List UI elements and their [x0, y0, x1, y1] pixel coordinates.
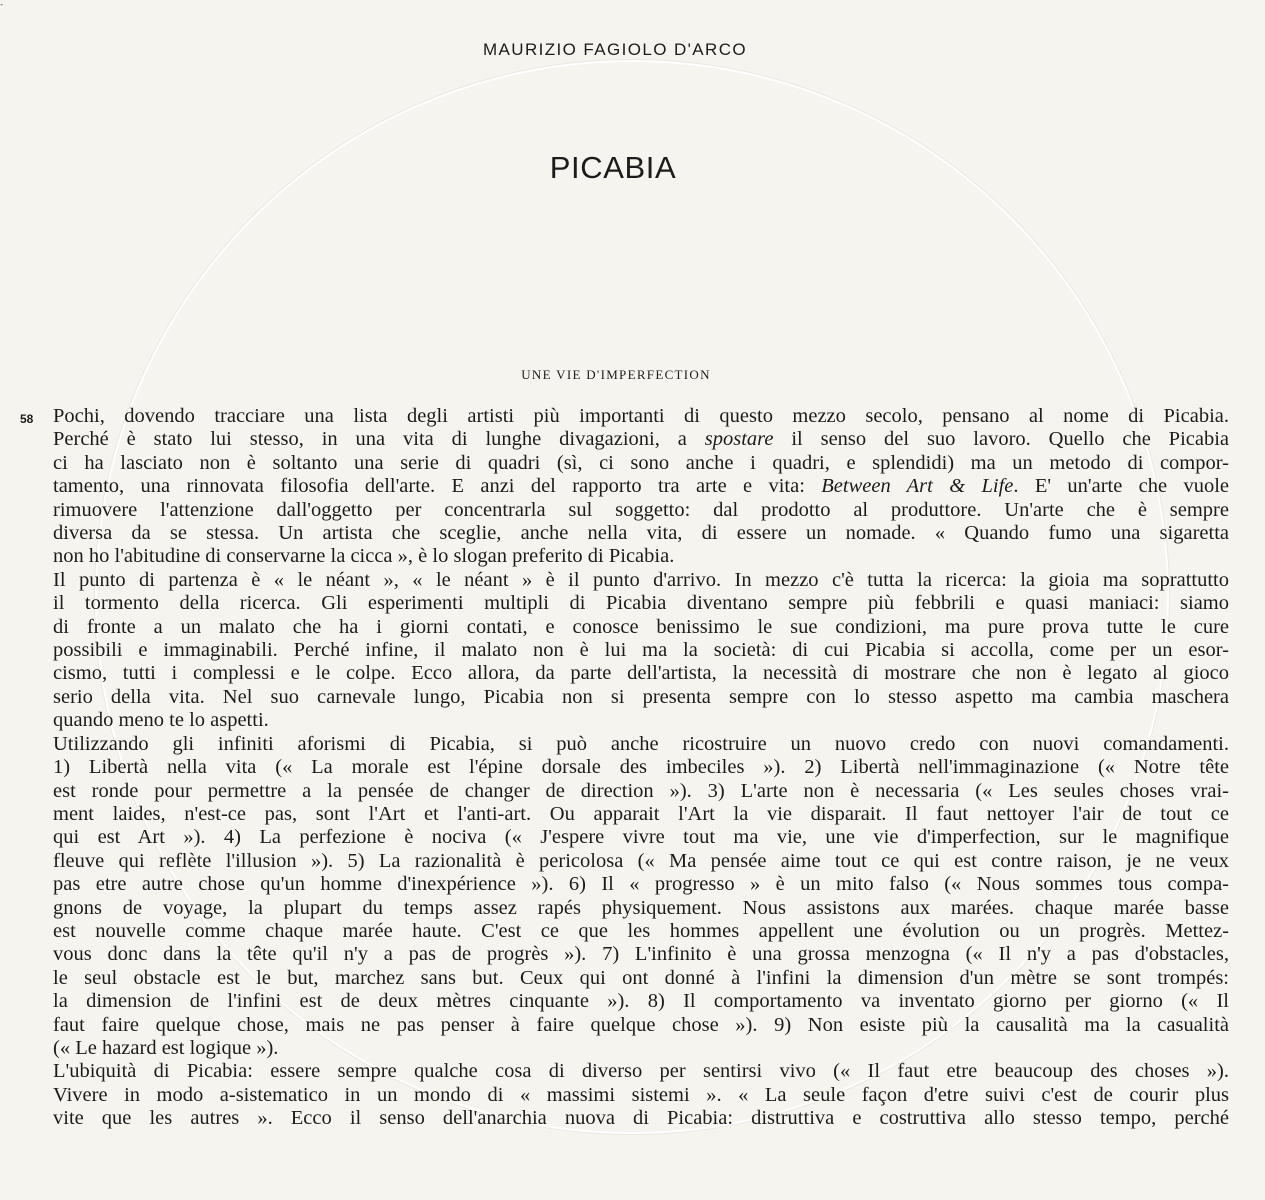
- text-line: pas etre autre chose qu'un homme d'inexpérience »). 6) Il « progresso » è un mito falso (« Nous sommes tous compa-: [53, 873, 1229, 896]
- italic-phrase: Between Art & Life: [821, 475, 1014, 498]
- text-line: non ho l'abitudine di conservarne la cicca », è lo slogan preferito di Picabia.: [53, 545, 675, 568]
- text-line: Perché è stato lui stesso, in una vita di lunghe divagazioni, a spostare il senso del suo lavoro. Quello che Picabia: [53, 428, 1230, 451]
- italic-phrase: spostare: [704, 428, 774, 451]
- text-line: L'ubiquità di Picabia: essere sempre qualche cosa di diverso per sentirsi vivo (« Il faut etre beaucoup des choses »).: [53, 1060, 1229, 1083]
- text-line: faut faire quelque chose, mais ne pas penser à faire quelque chose »). 9) Non esiste più la causalità ma la casualità: [53, 1013, 1229, 1036]
- author-name: MAURIZIO FAGIOLO D'ARCO: [482, 40, 748, 59]
- body-text: [53, 405, 1229, 1131]
- text-line: possibili e immaginabili. Perché infine, il malato non è lui ma la società: di cui Picabia si accolla, come per un esor-: [53, 639, 1229, 662]
- text-line: vite que les autres ». Ecco il senso dell'anarchia nuova di Picabia: distruttiva e costruttiva allo stesso tempo, perché: [53, 1107, 1229, 1130]
- text-line: diversa da se stessa. Un artista che sceglie, anche nella vita, di essere un nomade. « Quando fumo una sigaretta: [53, 522, 1229, 545]
- text-line: ci ha lasciato non è soltanto una serie di quadri (sì, ci sono anche i quadri, e splendidi) ma un metodo di compor-: [53, 451, 1229, 474]
- text-line: di fronte a un malato che ha i giorni contati, e conosce benissimo le sue condizioni, ma pure prova tutte le cure: [53, 615, 1229, 638]
- text-line: ment laides, n'est-ce pas, sont l'Art et l'anti-art. Ou apparait l'Art la vie disparait. Il faut nettoyer l'air de tout ce: [53, 802, 1229, 825]
- text-line: cismo, tutti i complessi e le colpe. Ecco allora, da parte dell'artista, la necessità di mostrare che non è legato al gioco: [53, 662, 1229, 685]
- text-line: tamento, una rinnovata filosofia dell'arte. E anzi del rapporto tra arte e vita: Between Art & Life. E' un'arte che vuole: [53, 475, 1229, 498]
- corner-mark: -: [0, 0, 4, 10]
- text-line: il tormento della ricerca. Gli esperimenti multipli di Picabia diventano sempre più febbrili e quasi maniaci: siamo: [53, 592, 1229, 615]
- text-line: Vivere in modo a-sistematico in un mondo di « massimi sistemi ». « La seule façon d'etre suivi c'est de courir plus: [53, 1083, 1229, 1106]
- text-line: la dimension de l'infini est de deux mètres cinquante »). 8) Il comportamento va inventato giorno per giorno (« Il: [53, 990, 1229, 1013]
- text-line: Pochi, dovendo tracciare una lista degli artisti più importanti di questo mezzo secolo, pensano al nome di Picabia.: [53, 405, 1229, 427]
- text-line: fleuve qui reflète l'illusion »). 5) La razionalità è pericolosa (« Ma pensée aime tout ce qui est contre raison, je ne veux: [53, 849, 1229, 872]
- text-line: est nouvelle comme chaque marée haute. C'est ce que les hommes appellent une évolution ou un progrès. Mettez-: [53, 919, 1229, 942]
- text-line: (« Le hazard est logique »).: [53, 1036, 279, 1059]
- page-title: PICABIA: [549, 150, 677, 185]
- text-line: Il punto di partenza è « le néant », « le néant » è il punto d'arrivo. In mezzo c'è tutta la ricerca: la gioia ma soprattutto: [53, 568, 1229, 591]
- text-line: le seul obstacle est le but, marchez sans but. Ceux qui ont donné à l'infini la dimension d'un mètre se sont trompés:: [53, 966, 1229, 989]
- page-number: 58: [20, 412, 34, 426]
- text-line: 1) Libertà nella vita (« La morale est l'épine dorsale des imbeciles »). 2) Libertà nell'immaginazione (« Notre tête: [53, 756, 1229, 779]
- text-line: gnons de voyage, la plupart du temps assez rapés physiquement. Nous assistons aux marées. chaque marée basse: [53, 896, 1229, 919]
- text-line: est ronde pour permettre a la pensée de changer de direction »). 3) L'arte non è necessaria (« Les seules choses vrai-: [53, 779, 1229, 802]
- text-line: Utilizzando gli infiniti aforismi di Picabia, si può anche ricostruire un nuovo credo con nuovi comandamenti.: [53, 732, 1229, 755]
- text-line: qui est Art »). 4) La perfezione è nociva (« J'espere vivre tout ma vie, une vie d'imperfection, sur le magnifique: [53, 826, 1229, 849]
- text-line: quando meno te lo aspetti.: [53, 709, 269, 732]
- section-heading: UNE VIE D'IMPERFECTION: [521, 367, 711, 382]
- text-line: serio della vita. Nel suo carnevale lungo, Picabia non si presenta sempre con lo stesso aspetto ma cambia maschera: [53, 685, 1229, 708]
- text-line: vous donc dans la tête qu'il n'y a pas de progrès »). 7) L'infinito è una grossa menzogna (« Il n'y a pas d'obstacles,: [53, 943, 1229, 966]
- text-line: rimuovere l'attenzione dall'oggetto per concentrarla sul soggetto: dal prodotto al produttore. Un'arte che è sempre: [53, 498, 1229, 521]
